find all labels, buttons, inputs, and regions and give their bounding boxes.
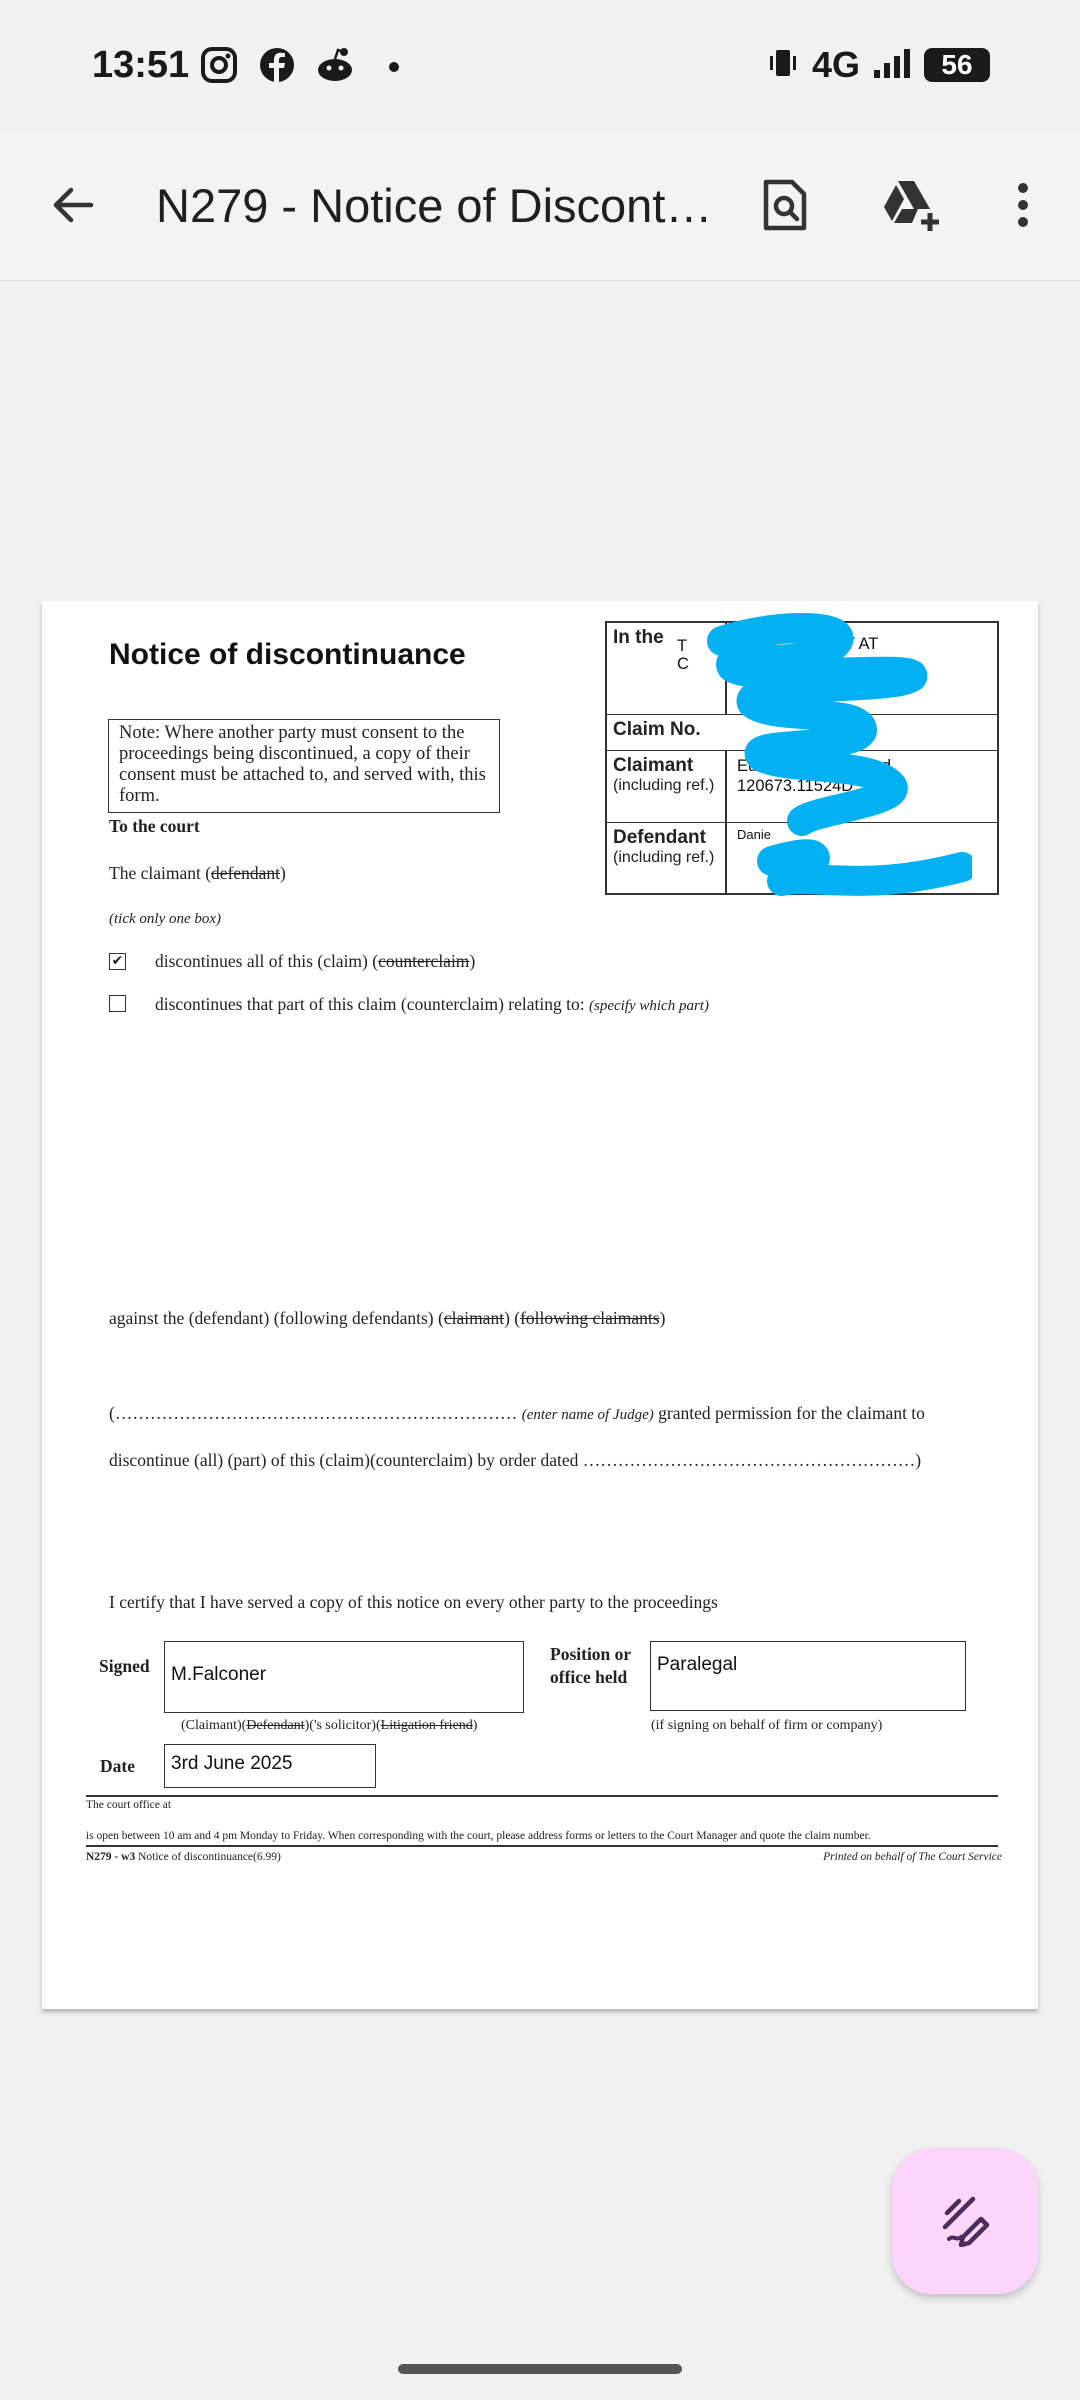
position-field[interactable]: Paralegal bbox=[650, 1641, 966, 1711]
discontinue-order-line: discontinue (all) (part) of this (claim)(counterclaim) by order dated …………………………………………………) bbox=[109, 1450, 922, 1470]
status-bar bbox=[0, 0, 1080, 130]
struck-text: following claimants bbox=[520, 1308, 660, 1328]
footer-rule-top bbox=[86, 1795, 998, 1797]
claimant-ref: 120673.11524D bbox=[737, 777, 854, 795]
vibrate-icon bbox=[766, 46, 800, 85]
reddit-icon bbox=[314, 46, 356, 89]
facebook-icon bbox=[258, 46, 296, 89]
status-time: 13:51 bbox=[92, 44, 190, 86]
court-name-fragment-2: T AT bbox=[845, 635, 879, 653]
footer-form-code: N279 - w3 Notice of discontinuance(6.99) bbox=[86, 1851, 281, 1863]
redaction-scribble bbox=[662, 611, 972, 911]
document-viewer[interactable] bbox=[0, 281, 1080, 2336]
dot-icon bbox=[388, 60, 400, 78]
claimant-name-part-1: Euro Car bbox=[737, 757, 804, 775]
instagram-icon bbox=[200, 46, 238, 89]
find-in-document-button[interactable] bbox=[752, 174, 818, 240]
arrow-back-icon bbox=[49, 181, 97, 234]
footer-rule-bottom bbox=[86, 1845, 998, 1847]
signature-field[interactable]: M.Falconer bbox=[164, 1641, 524, 1713]
discontinue-all-checkbox[interactable]: ✔ bbox=[109, 953, 126, 970]
claimant-statement: The claimant (defendant) bbox=[109, 863, 286, 883]
battery-indicator: 56 bbox=[924, 48, 990, 82]
struck-text: counterclaim bbox=[378, 951, 470, 971]
in-the-label: In the bbox=[613, 627, 664, 648]
struck-text: Defendant bbox=[246, 1718, 305, 1733]
more-vert-icon bbox=[1016, 181, 1030, 234]
app-bar bbox=[0, 130, 1080, 281]
discontinue-part-checkbox[interactable] bbox=[109, 995, 126, 1012]
tick-note: (tick only one box) bbox=[109, 911, 222, 927]
date-label: Date bbox=[100, 1756, 135, 1776]
court-name-fragment-1: T bbox=[677, 637, 688, 655]
consent-note: Note: Where another party must consent to the proceedings being discontinued, a copy of their consent must be attached to, and served with, this form. bbox=[108, 719, 500, 813]
defendant-label: Defendant (including ref.) bbox=[613, 827, 715, 866]
add-to-drive-icon bbox=[880, 177, 942, 238]
edit-annotate-icon bbox=[937, 2191, 993, 2252]
defendant-name-fragment: Danie bbox=[737, 827, 771, 842]
claimant-name-part-2: s Limited bbox=[825, 757, 892, 775]
document-title: N279 - Notice of Discont… bbox=[156, 179, 713, 232]
struck-text: claimant bbox=[443, 1308, 505, 1328]
struck-text: defendant bbox=[211, 863, 281, 883]
signed-label: Signed bbox=[99, 1656, 150, 1676]
to-the-court-heading: To the court bbox=[109, 816, 200, 836]
struck-text: Litigation friend bbox=[380, 1718, 473, 1733]
footer-opening-hours: is open between 10 am and 4 pm Monday to Friday. When corresponding with the court, please address forms or letters to the Court Manager and quote the claim number. bbox=[86, 1830, 871, 1842]
discontinue-part-label: discontinues that part of this claim (counterclaim) relating to: (specify which part) bbox=[155, 994, 709, 1014]
specify-hint: (specify which part) bbox=[588, 998, 709, 1014]
claimant-label: Claimant (including ref.) bbox=[613, 755, 715, 794]
court-name-fragment-3: C bbox=[677, 655, 689, 673]
signal-icon bbox=[872, 46, 912, 85]
network-type: 4G bbox=[811, 44, 860, 85]
against-line: against the (defendant) (following defendants) (claimant) (following claimants) bbox=[109, 1308, 666, 1328]
signer-role-options: (Claimant)(Defendant)('s solicitor)(Litigation friend) bbox=[181, 1718, 478, 1733]
discontinue-all-label: discontinues all of this (claim) (counterclaim) bbox=[155, 951, 476, 971]
find-in-document-icon bbox=[760, 178, 810, 237]
judge-permission-line: (…………………………………………………………… (enter name of Judge) granted permission for the claimant to bbox=[109, 1403, 925, 1423]
footer-court-office: The court office at bbox=[86, 1799, 172, 1811]
footer-printed-by: Printed on behalf of The Court Service bbox=[823, 1851, 1002, 1863]
pdf-page bbox=[42, 601, 1038, 2009]
form-title: Notice of discontinuance bbox=[109, 638, 466, 671]
status-right bbox=[766, 44, 990, 86]
more-options-button[interactable] bbox=[990, 174, 1056, 240]
gesture-navigation-bar[interactable] bbox=[398, 2364, 682, 2374]
position-hint: (if signing on behalf of firm or company) bbox=[651, 1718, 883, 1733]
back-button[interactable] bbox=[40, 174, 106, 240]
date-field[interactable]: 3rd June 2025 bbox=[164, 1744, 376, 1788]
annotate-fab[interactable] bbox=[892, 2148, 1038, 2294]
position-label-2: office held bbox=[550, 1667, 628, 1687]
judge-hint: (enter name of Judge) bbox=[521, 1407, 654, 1423]
defendant-sub-label: (including ref.) bbox=[613, 849, 715, 866]
certify-statement: I certify that I have served a copy of this notice on every other party to the proceedings bbox=[109, 1592, 718, 1612]
position-label-1: Position or bbox=[550, 1644, 632, 1664]
claim-no-label: Claim No. bbox=[613, 719, 701, 740]
claimant-sub-label: (including ref.) bbox=[613, 777, 715, 794]
add-to-drive-button[interactable] bbox=[876, 174, 946, 240]
